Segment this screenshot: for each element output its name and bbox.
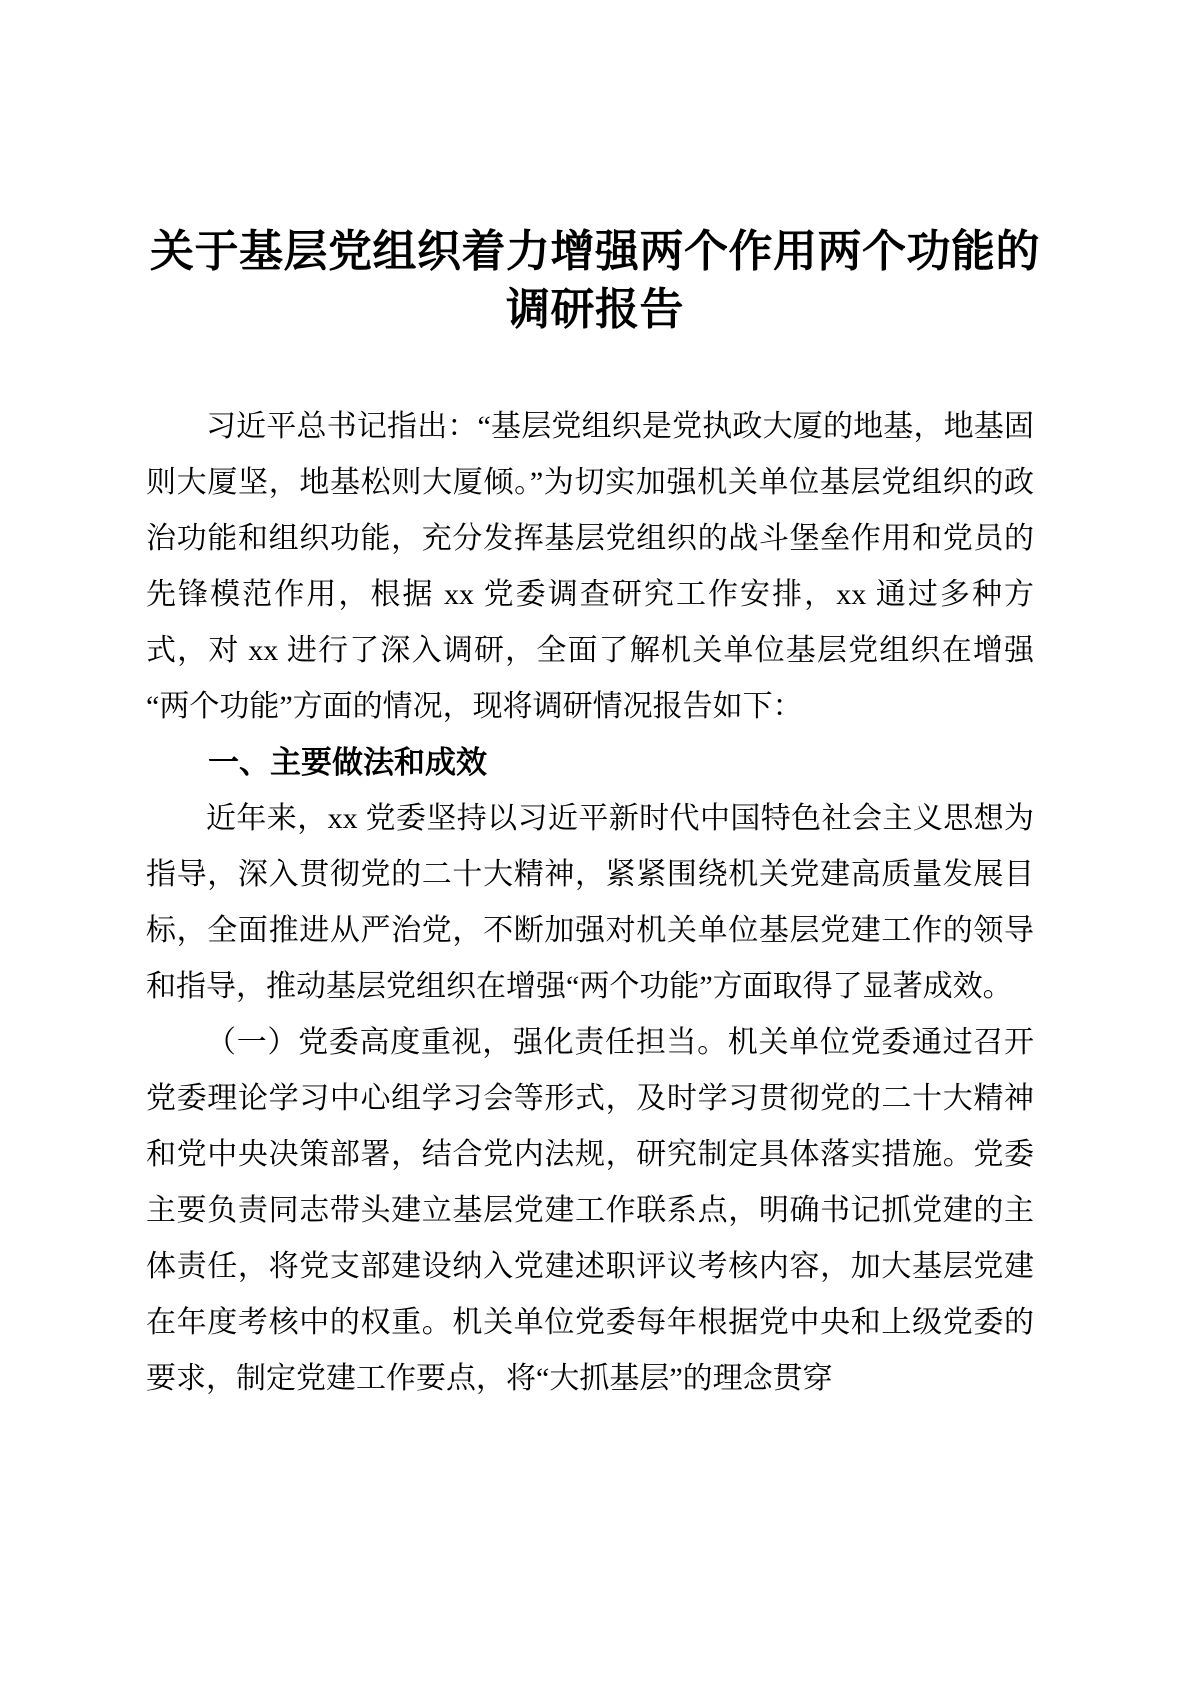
section-1-paragraph: 近年来，xx 党委坚持以习近平新时代中国特色社会主义思想为指导，深入贯彻党的二十大精神，紧紧围绕机关党建高质量发展目标，全面推进从严治党，不断加强对机关单位基层党建工作的领导和指导，推动基层党组织在增强“两个功能”方面取得了显著成效。 <box>146 802 1034 1003</box>
intro-paragraph: 习近平总书记指出：“基层党组织是党执政大厦的地基，地基固则大厦坚，地基松则大厦倾。”为切实加强机关单位基层党组织的政治功能和组织功能，充分发挥基层党组织的战斗堡垒作用和党员的先锋模范作用，根据 xx 党委调查研究工作安排，xx 通过多种方式，对 xx 进行了深入调研，全面了解机关单位基层党组织在增强“两个功能”方面的情况，现将调研情况报告如下： <box>146 410 1034 723</box>
document-body <box>146 399 1034 1407</box>
document-title: 关于基层党组织着力增强两个作用两个功能的调研报告 <box>150 227 1040 334</box>
section-1-subsection-1-paragraph: （一）党委高度重视，强化责任担当。机关单位党委通过召开党委理论学习中心组学习会等形式，及时学习贯彻党的二十大精神和党中央决策部署，结合党内法规，研究制定具体落实措施。党委主要负责同志带头建立基层党建工作联系点，明确书记抓党建的主体责任，将党支部建设纳入党建述职评议考核内容，加大基层党建在年度考核中的权重。机关单位党委每年根据党中央和上级党委的要求，制定党建工作要点，将“大抓基层”的理念贯穿 <box>146 1026 1034 1395</box>
section-1-heading: 一、主要做法和成效 <box>208 745 487 780</box>
